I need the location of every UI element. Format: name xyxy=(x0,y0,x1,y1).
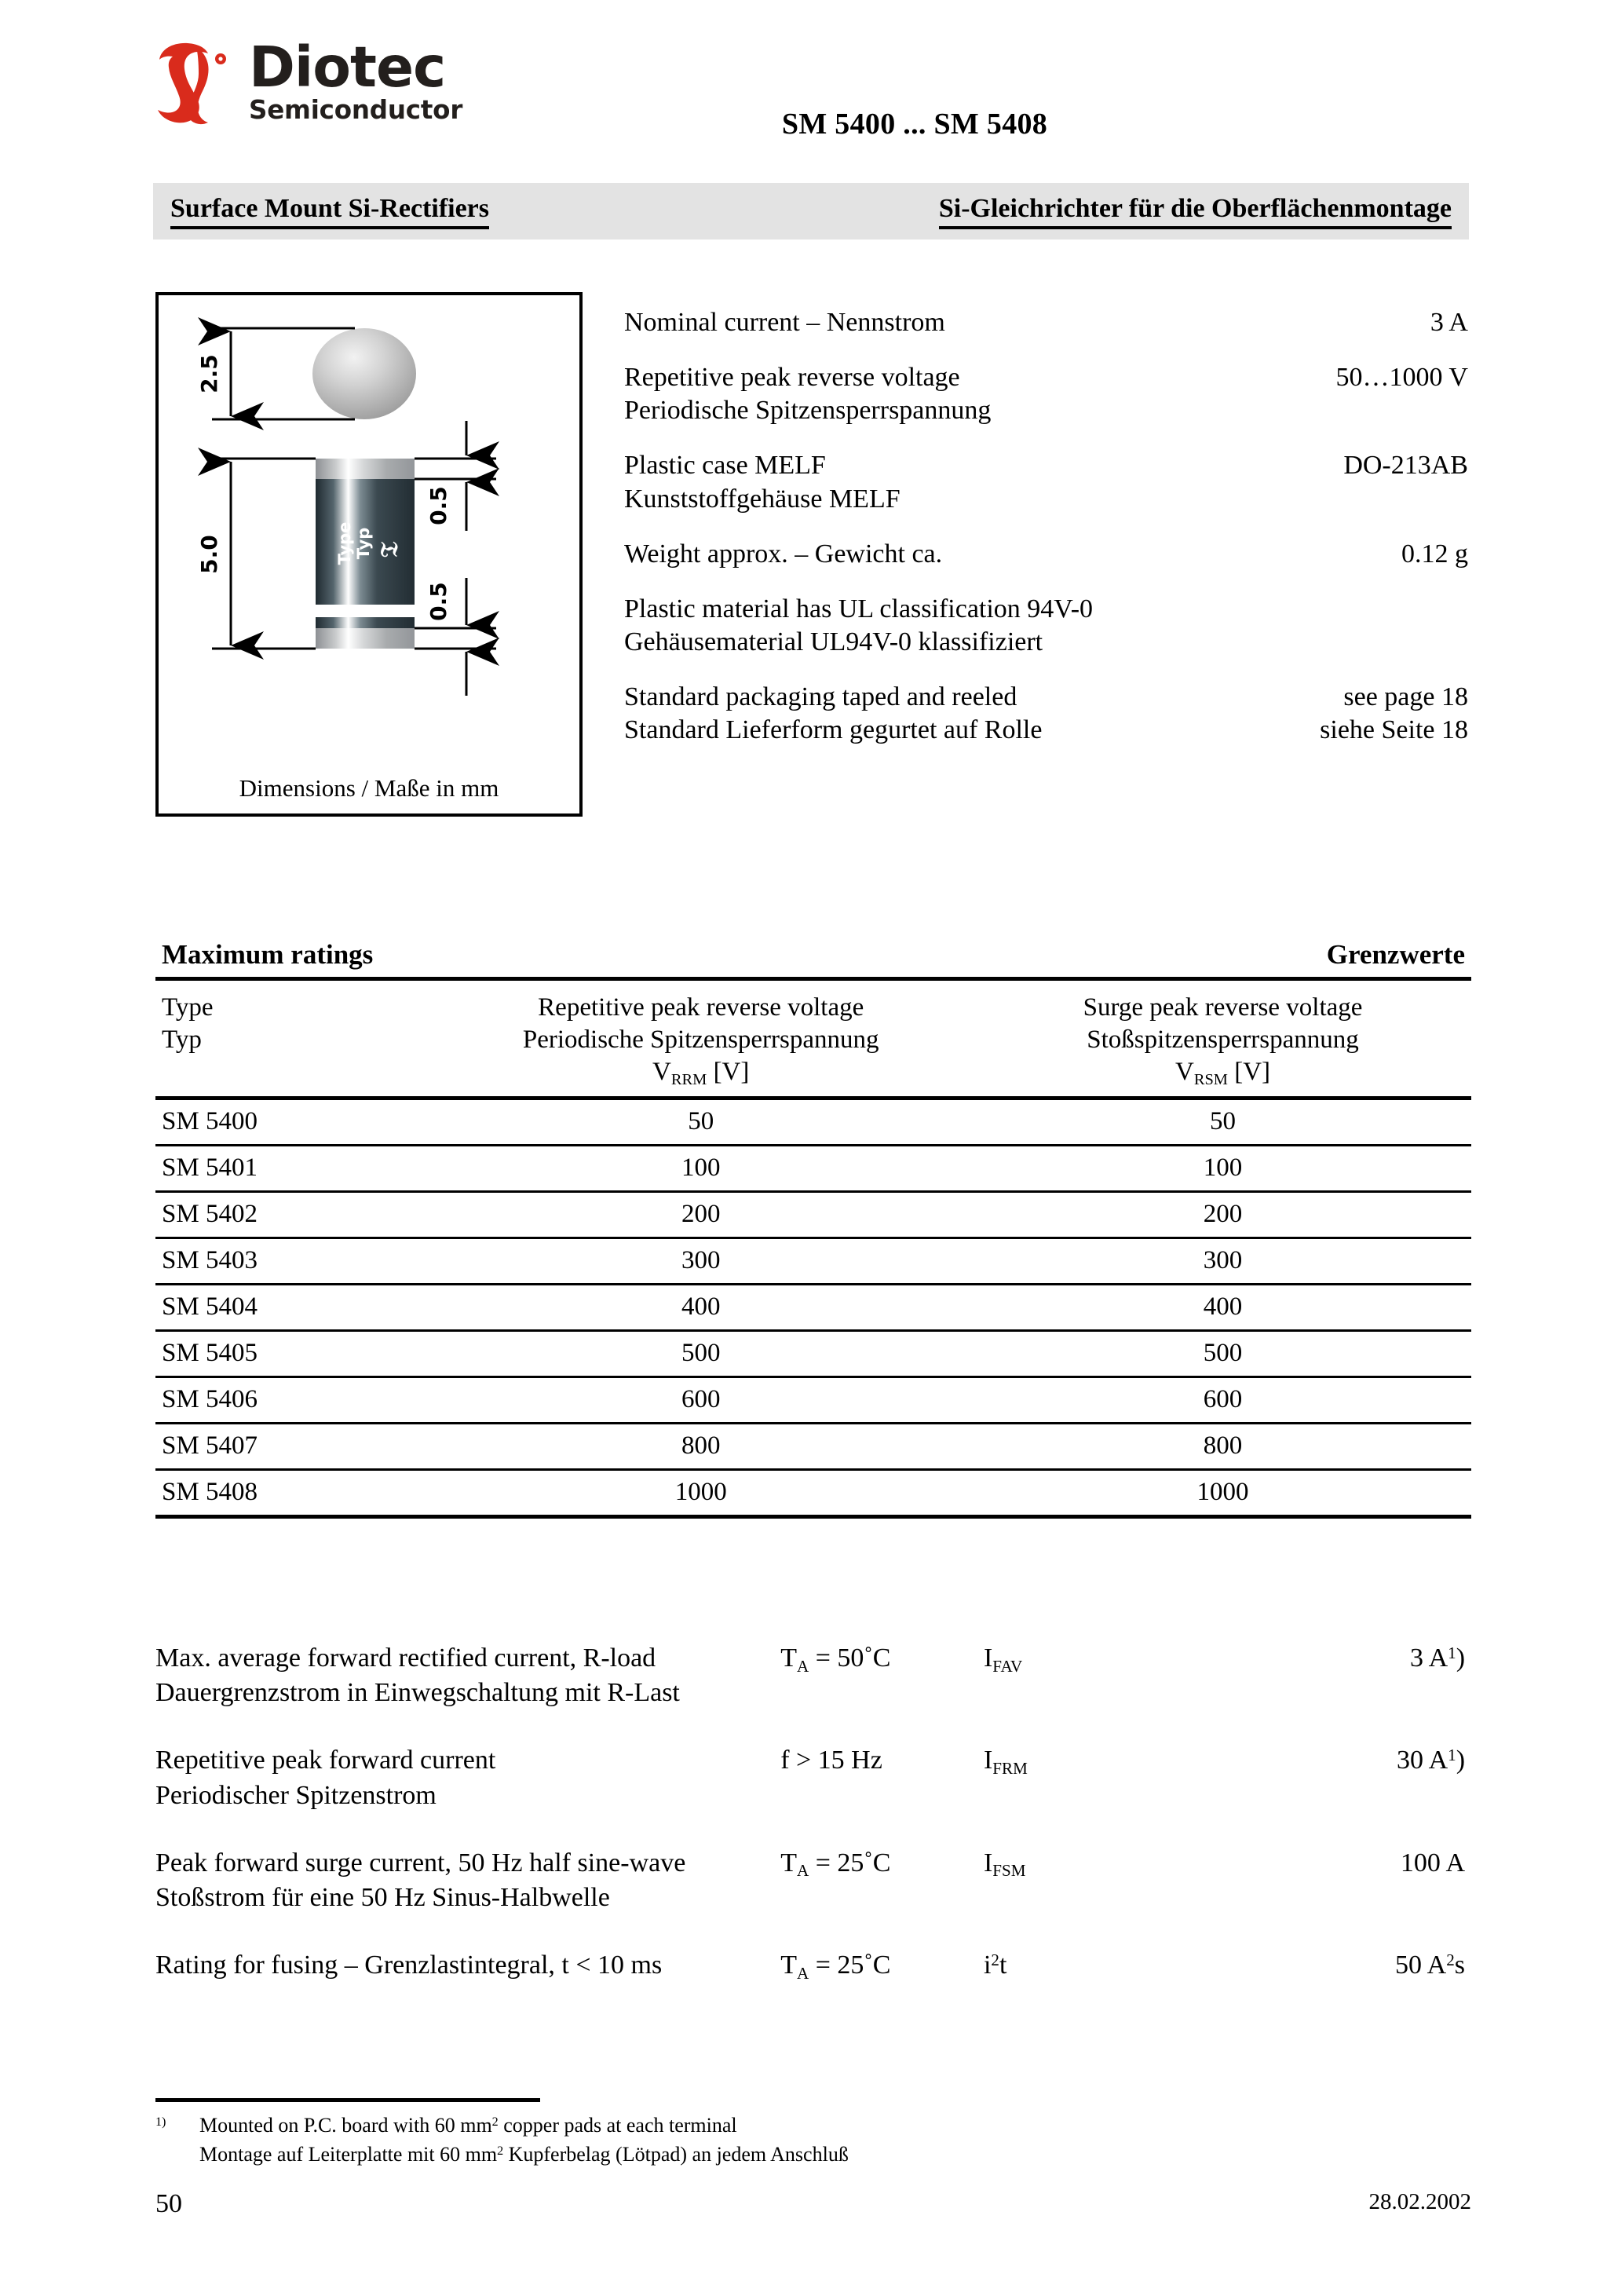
dim-label-2-5: 2.5 xyxy=(196,354,222,393)
spec-value: 3 A xyxy=(1430,308,1468,337)
header-vrrm-de: Periodische Spitzensperrspannung xyxy=(522,1025,879,1054)
param-condition: $T_A$ = 25˚C xyxy=(780,1951,891,1983)
cell-vrsm: 200 xyxy=(1203,1200,1243,1229)
titlebar-german: Si-Gleichrichter für die Oberflächenmontage xyxy=(939,194,1452,229)
param-description xyxy=(155,1846,780,1915)
table-row xyxy=(155,1239,1471,1283)
cell-vrsm: 100 xyxy=(1203,1153,1243,1183)
param-row-ifsm xyxy=(155,1846,1471,1915)
param-row-ifrm xyxy=(155,1743,1471,1812)
header-type-de: Typ xyxy=(162,1025,202,1054)
maximum-ratings-table xyxy=(155,939,1471,1519)
cell-vrrm: 600 xyxy=(681,1385,721,1414)
cell-type: SM 5406 xyxy=(162,1385,258,1414)
param-description xyxy=(155,1948,780,1983)
cell-vrsm: 500 xyxy=(1203,1339,1243,1368)
param-desc-en: Rating for fusing – Grenzlastintegral, t < 10 ms xyxy=(155,1951,663,1980)
table-row xyxy=(155,1424,1471,1468)
param-symbol: $I_{FAV}$ xyxy=(983,1643,1023,1676)
spec-value: 0.12 g xyxy=(1401,539,1468,569)
cell-vrrm: 500 xyxy=(681,1339,721,1368)
spec-label: Repetitive peak reverse voltage xyxy=(624,363,960,393)
footnote-text-en: Mounted on P.C. board with 60 $mm^2$ copper pads at each terminal xyxy=(199,2114,737,2137)
table-row xyxy=(155,1285,1471,1329)
dim-label-0-5-bottom: 0.5 xyxy=(426,582,451,621)
footnote-block xyxy=(155,2098,1471,2170)
param-row-i2t xyxy=(155,1948,1471,1983)
section-titlebar xyxy=(153,183,1469,239)
header-vrsm-symbol: $V_{RSM}$ [V] xyxy=(1174,1057,1271,1089)
cell-vrsm: 50 xyxy=(1210,1107,1237,1136)
spec-label-de: Standard Lieferform gegurtet auf Rolle xyxy=(624,715,1043,745)
cell-vrrm: 400 xyxy=(681,1292,721,1322)
page-number: 50 xyxy=(155,2189,182,2218)
spec-value-de: siehe Seite 18 xyxy=(1320,715,1468,745)
header-type-en: Type xyxy=(162,993,214,1022)
table-rule-bottom xyxy=(155,1515,1471,1519)
param-symbol: $I_{FSM}$ xyxy=(983,1848,1026,1881)
param-desc-de: Dauergrenzstrom in Einwegschaltung mit R-Last xyxy=(155,1678,680,1708)
spec-label: Weight approx. – Gewicht ca. xyxy=(624,539,943,569)
footnote-text-de: Montage auf Leiterplatte mit 60 $mm^2$ Kupferbelag (Lötpad) an jedem Anschluß xyxy=(199,2142,849,2166)
cell-vrrm: 200 xyxy=(681,1200,721,1229)
spec-row-nominal-current xyxy=(624,306,1468,339)
cell-vrrm: 300 xyxy=(681,1246,721,1275)
cell-vrsm: 1000 xyxy=(1196,1478,1249,1507)
table-row xyxy=(155,1471,1471,1515)
cell-type: SM 5401 xyxy=(162,1153,258,1183)
specification-list xyxy=(624,306,1468,748)
dim-label-5-0: 5.0 xyxy=(196,535,222,574)
spec-value: 50…1000 V xyxy=(1335,363,1468,393)
cell-vrsm: 800 xyxy=(1203,1431,1243,1461)
cell-vrsm: 600 xyxy=(1203,1385,1243,1414)
page-title: SM 5400 ... SM 5408 xyxy=(781,108,1048,141)
footnote-rule xyxy=(155,2098,540,2102)
brand-tagline: Semiconductor xyxy=(249,94,463,125)
cell-vrrm: 50 xyxy=(688,1107,714,1136)
cell-vrsm: 400 xyxy=(1203,1292,1243,1322)
param-value: 50 $A^2s$ xyxy=(1395,1951,1466,1980)
marking-type-en: Type xyxy=(335,521,354,565)
param-value: 30 $A^1$) xyxy=(1396,1746,1466,1775)
param-value: 3 $A^1$) xyxy=(1409,1643,1466,1673)
spec-row-ul-classification xyxy=(624,593,1468,659)
footnote-marker-spacer xyxy=(155,2141,199,2170)
ratings-caption-de: Grenzwerte xyxy=(1326,939,1465,970)
spec-label-de: Kunststoffgehäuse MELF xyxy=(624,484,901,514)
param-symbol: $I_{FRM}$ xyxy=(983,1746,1028,1779)
param-condition: $T_A$ = 25˚C xyxy=(780,1848,891,1881)
brand-name: Diotec xyxy=(249,35,446,100)
param-desc-de: Periodischer Spitzenstrom xyxy=(155,1780,437,1810)
footnote-line-de xyxy=(155,2141,1471,2170)
spec-label-de: Gehäusematerial UL94V-0 klassifiziert xyxy=(624,627,1043,657)
header-vrsm-de: Stoßspitzensperrspannung xyxy=(1087,1025,1359,1054)
spec-value: see page 18 xyxy=(1343,682,1468,712)
spec-label: Standard packaging taped and reeled xyxy=(624,682,1017,712)
brand-logo xyxy=(153,35,463,135)
marking-logo-glyph: 𝔗 xyxy=(376,542,404,558)
spec-row-case xyxy=(624,449,1468,515)
header-vrrm-en: Repetitive peak reverse voltage xyxy=(538,993,864,1022)
param-symbol: $i^2t$ xyxy=(983,1951,1007,1980)
footnote-marker: 1) xyxy=(155,2115,166,2130)
table-row xyxy=(155,1146,1471,1190)
package-drawing-box xyxy=(155,292,583,817)
param-description xyxy=(155,1743,780,1812)
titlebar-english: Surface Mount Si-Rectifiers xyxy=(170,194,489,229)
header-vrrm-symbol: $V_{RRM}$ [V] xyxy=(652,1057,750,1089)
ratings-caption xyxy=(155,939,1471,977)
marking-type-de: Typ xyxy=(354,527,373,560)
param-row-ifav xyxy=(155,1641,1471,1710)
spec-value: DO-213AB xyxy=(1343,451,1468,481)
table-header-vrsm xyxy=(974,992,1471,1088)
dimensions-caption: Dimensions / Maße in mm xyxy=(239,774,499,802)
melf-package-diagram xyxy=(159,295,579,766)
param-desc-de: Stoßstrom für eine 50 Hz Sinus-Halbwelle xyxy=(155,1882,610,1912)
revision-date: 28.02.2002 xyxy=(1368,2189,1471,2214)
diotec-logo-icon xyxy=(153,39,238,135)
masthead xyxy=(153,35,1469,157)
cell-vrrm: 800 xyxy=(681,1431,721,1461)
table-row xyxy=(155,1100,1471,1144)
param-description xyxy=(155,1641,780,1710)
param-desc-en: Max. average forward rectified current, R-load xyxy=(155,1643,656,1673)
cell-vrsm: 300 xyxy=(1203,1246,1243,1275)
page-footer xyxy=(155,2189,1471,2219)
table-row xyxy=(155,1378,1471,1422)
cell-type: SM 5402 xyxy=(162,1200,258,1229)
dim-label-0-5-top: 0.5 xyxy=(426,486,451,525)
spec-label: Nominal current – Nennstrom xyxy=(624,308,945,337)
param-desc-en: Repetitive peak forward current xyxy=(155,1746,496,1775)
cell-type: SM 5403 xyxy=(162,1246,258,1275)
table-header-vrrm xyxy=(427,992,974,1088)
spec-row-reverse-voltage xyxy=(624,361,1468,427)
electrical-parameters-block xyxy=(155,1641,1471,1983)
footnote-line-en xyxy=(155,2111,1471,2141)
cell-type: SM 5400 xyxy=(162,1107,258,1136)
param-condition: $T_A$ = 50˚C xyxy=(780,1643,891,1676)
cell-vrrm: 1000 xyxy=(674,1478,727,1507)
spec-label: Plastic case MELF xyxy=(624,451,826,481)
ratings-caption-en: Maximum ratings xyxy=(162,939,374,970)
spec-label-de: Periodische Spitzensperrspannung xyxy=(624,396,992,426)
spec-row-packaging xyxy=(624,681,1468,747)
table-row xyxy=(155,1332,1471,1376)
table-header-row xyxy=(155,981,1471,1096)
param-desc-en: Peak forward surge current, 50 Hz half sine-wave xyxy=(155,1848,686,1877)
cell-type: SM 5407 xyxy=(162,1431,258,1461)
cell-type: SM 5405 xyxy=(162,1339,258,1368)
cell-vrrm: 100 xyxy=(681,1153,721,1183)
cell-type: SM 5408 xyxy=(162,1478,258,1507)
table-row xyxy=(155,1193,1471,1237)
spec-label: Plastic material has UL classification 94V-0 xyxy=(624,594,1094,623)
spec-row-weight xyxy=(624,538,1468,571)
param-value: 100 A xyxy=(1400,1848,1466,1877)
header-vrsm-en: Surge peak reverse voltage xyxy=(1083,993,1363,1022)
table-header-type xyxy=(155,992,427,1088)
param-condition: f > 15 Hz xyxy=(780,1746,882,1775)
cell-type: SM 5404 xyxy=(162,1292,258,1322)
